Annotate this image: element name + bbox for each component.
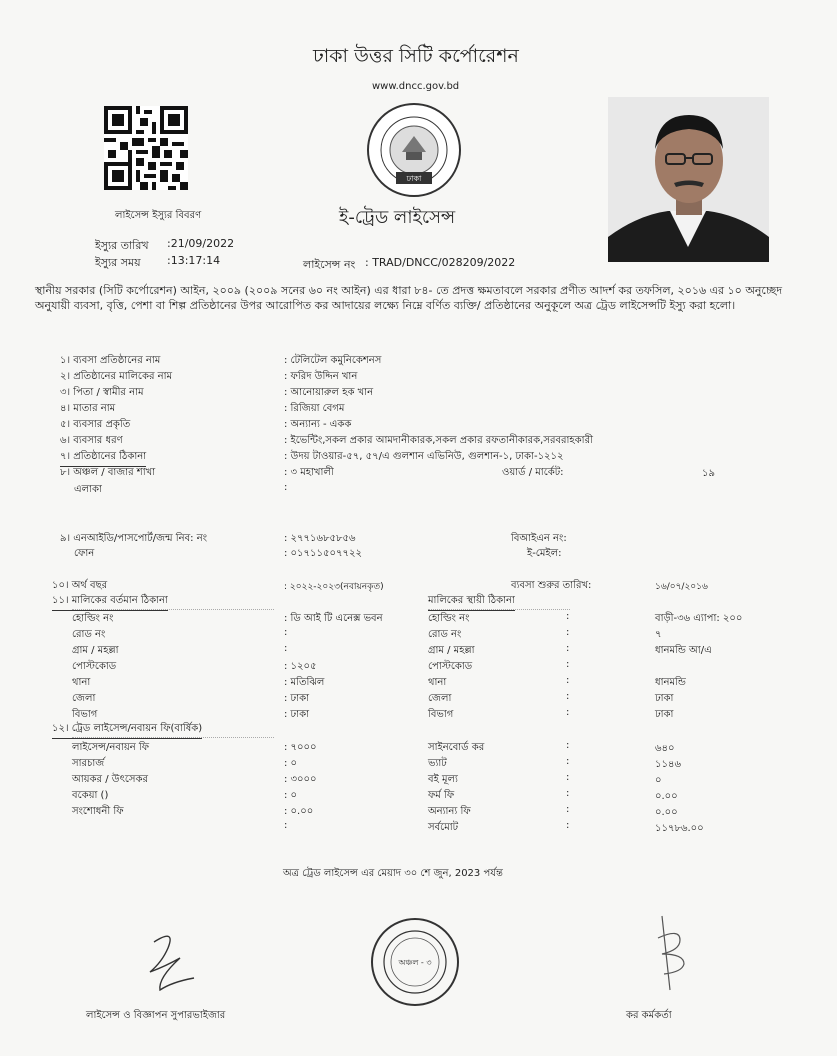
addr-value: ঢাকা [655, 709, 674, 720]
dncc-seal-icon [364, 100, 464, 200]
license-type: ই-ট্রেড লাইসেন্স [339, 207, 456, 228]
addr-label: রোড নং [72, 629, 106, 640]
issue-date-value: :21/09/2022 [167, 237, 235, 250]
fee-value: : ০ [284, 790, 298, 801]
ward-label: ওয়ার্ড / মার্কেট: [502, 467, 564, 478]
addr-value: : ডি আই টি এনেক্স ভবন [284, 613, 383, 624]
qr-code-icon [104, 106, 188, 190]
fee-label: বই মূল্য [428, 774, 458, 785]
fee-value: ০.০০ [655, 807, 678, 818]
addr-value: ৭ [655, 629, 662, 640]
total-label: সর্বমোট [428, 822, 459, 833]
permanent-address-heading: মালিকের স্থায়ী ঠিকানা [428, 593, 515, 611]
business-start-value: ১৬/০৭/২০১৬ [655, 582, 708, 592]
field-value: : অন্যান্য - একক [284, 419, 352, 430]
addr-value: বাড়ী-৩৬ এ্যাপা: ২০০ [655, 613, 743, 624]
footer-left-title: লাইসেন্স ও বিজ্ঞাপন সুপারভাইজার [86, 1010, 226, 1021]
office-seal-icon [369, 916, 461, 1008]
field-label: ১। ব্যবসা প্রতিষ্ঠানের নাম [60, 355, 161, 366]
fee-value: ০.০০ [655, 791, 678, 802]
email-label: ই-মেইল: [527, 548, 562, 559]
field-value: : ৩ মহাখালী [284, 467, 334, 478]
owner-photo [608, 97, 769, 262]
addr-label: পোস্টকোড [72, 661, 117, 672]
field-value: : টেলিটেল কমুনিকেশনস [284, 355, 382, 366]
fee-label: সারচার্জ [72, 758, 105, 769]
field-value: : [284, 482, 288, 493]
phone-value: : ০১৭১১৫০৭৭২২ [284, 548, 363, 559]
nid-label: ৯। এনআইডি/পাসপোর্ট/জন্ম নিব: নং [60, 533, 208, 544]
field-label: ৬। ব্যবসার ধরণ [60, 435, 123, 446]
fee-label: সংশোধনী ফি [72, 806, 124, 817]
fee-label: বকেয়া () [72, 790, 109, 801]
addr-label: হোল্ডিং নং [428, 613, 470, 624]
fee-label: ভ্যাট [428, 758, 447, 769]
current-address-heading: ১১। মালিকের বর্তমান ঠিকানা [52, 593, 168, 611]
signature-left [124, 928, 214, 998]
website: www.dncc.gov.bd [372, 81, 460, 92]
validity-note: অত্র ট্রেড লাইসেন্স এর মেয়াদ ৩০ শে জুন, 2023 পর্যন্ত [283, 868, 503, 879]
org-title: ঢাকা উত্তর সিটি কর্পোরেশন [313, 45, 519, 67]
addr-label: জেলা [428, 693, 452, 704]
footer-right-title: কর কর্মকর্তা [626, 1010, 672, 1021]
addr-value: ধানমন্ডি আ/এ [655, 645, 712, 656]
fee-label: ফর্ম ফি [428, 790, 455, 801]
addr-value: : ঢাকা [284, 693, 310, 704]
addr-label: বিভাগ [72, 709, 98, 720]
addr-label: পোস্টকোড [428, 661, 473, 672]
bin-label: বিআইএন নং: [511, 533, 567, 544]
field-value: : ইভেন্টিং,সকল প্রকার আমদানীকারক,সকল প্রকার রফতানীকারক,সরবরাহকারী [284, 435, 593, 446]
fee-value: : ৩০০০ [284, 774, 317, 785]
field-value: : রিজিয়া বেগম [284, 403, 345, 414]
addr-label: রোড নং [428, 629, 462, 640]
license-no-value: : TRAD/DNCC/028209/2022 [365, 256, 516, 269]
addr-value: : ১২০৫ [284, 661, 317, 672]
fee-label: আয়কর / উৎসেকর [72, 774, 149, 785]
fee-value: : ০ [284, 758, 298, 769]
addr-label: জেলা [72, 693, 96, 704]
addr-label: থানা [72, 677, 91, 688]
field-label: ৮। অঞ্চল / বাজার শাখা [60, 467, 156, 478]
field-label: ৪। মাতার নাম [60, 403, 116, 414]
addr-value: : [284, 643, 288, 654]
license-no-label: লাইসেন্স নং [303, 258, 356, 271]
fee-label: সাইনবোর্ড কর [428, 742, 485, 753]
addr-label: গ্রাম / মহল্লা [428, 645, 475, 656]
fee-value: : ০.০০ [284, 806, 314, 817]
phone-label: ফোন [74, 548, 95, 559]
seal-top-text: ঢাকা [406, 174, 422, 183]
fee-value: ৬৪০ [655, 743, 675, 754]
addr-label: থানা [428, 677, 447, 688]
issue-date-label: ইস্যুর তারিখ [95, 239, 149, 252]
field-value: : ফরিদ উদ্দিন খান [284, 371, 358, 382]
field-label: ২। প্রতিষ্ঠানের মালিকের নাম [60, 371, 173, 382]
addr-value: ধানমন্ডি [655, 677, 686, 688]
addr-value: ঢাকা [655, 693, 674, 704]
fiscal-label: ১০। অর্থ বছর [52, 580, 108, 591]
addr-value: : [284, 627, 288, 638]
fee-value: : ৭০০০ [284, 742, 317, 753]
signature-right [640, 910, 700, 1000]
addr-value: : ঢাকা [284, 709, 310, 720]
field-label: ৩। পিতা / স্বামীর নাম [60, 387, 144, 398]
business-start-label: ব্যবসা শুরুর তারিখ: [511, 580, 592, 591]
fee-value: ০ [655, 775, 662, 786]
addr-label: হোল্ডিং নং [72, 613, 114, 624]
issue-time-value: :13:17:14 [167, 254, 221, 267]
field-value: : আনোয়ারুল হক খান [284, 387, 374, 398]
issue-heading: লাইসেন্স ইস্যুর বিবরণ [115, 210, 202, 221]
issue-time-label: ইস্যুর সময় [95, 256, 141, 269]
field-value: : উদয় টাওয়ার-৫৭, ৫৭/এ গুলশান এভিনিউ, গুলশান-১, ঢাকা-১২১২ [284, 451, 564, 462]
addr-label: বিভাগ [428, 709, 454, 720]
seal-bottom-text: অঞ্চল - ৩ [398, 958, 432, 967]
field-label: ৭। প্রতিষ্ঠানের ঠিকানা [60, 449, 146, 467]
fee-label: অন্যান্য ফি [428, 806, 471, 817]
total-value: ১১৭৮৬.০০ [655, 823, 704, 834]
nid-value: : ২৭৭১৬৮৫৮৫৬ [284, 533, 356, 544]
fee-label: লাইসেন্স/নবায়ন ফি [72, 742, 150, 753]
addr-label: গ্রাম / মহল্লা [72, 645, 119, 656]
fiscal-value: : ২০২২-২০২৩(নবায়নকৃত) [284, 582, 384, 592]
fees-heading: ১২। ট্রেড লাইসেন্স/নবায়ন ফি(বার্ষিক) [52, 721, 202, 739]
fee-value: ১১৪৬ [655, 759, 681, 770]
field-label: ৫। ব্যবসার প্রকৃতি [60, 419, 131, 430]
intro-paragraph: স্থানীয় সরকার (সিটি কর্পোরেশন) আইন, ২০০৯ (২০০৯ সনের ৬০ নং আইন) এর ধারা ৮৪- তে প্রদত্ত ক্ষমতাবলে সরকার প্রণীত আদর্শ কর তফসিল, ২০১৬ এর ১০ অনুচ্ছেদ অনুযায়ী ব্যবসা, বৃত্তি, পেশা বা শিল্প প্রতিষ্ঠানের উপর আরোপিত কর আদায়ের লক্ষ্যে নিম্নে বর্ণিত ব্যক্তি/ প্রতিষ্ঠানের অনুকূলে অত্র ট্রেড লাইসেন্সটি ইস্যু করা হলো। [35, 284, 783, 312]
fee-value: : [284, 820, 288, 831]
ward-value: ১৯ [702, 468, 715, 479]
field-label: এলাকা [74, 484, 102, 495]
addr-value: : মতিঝিল [284, 677, 325, 688]
